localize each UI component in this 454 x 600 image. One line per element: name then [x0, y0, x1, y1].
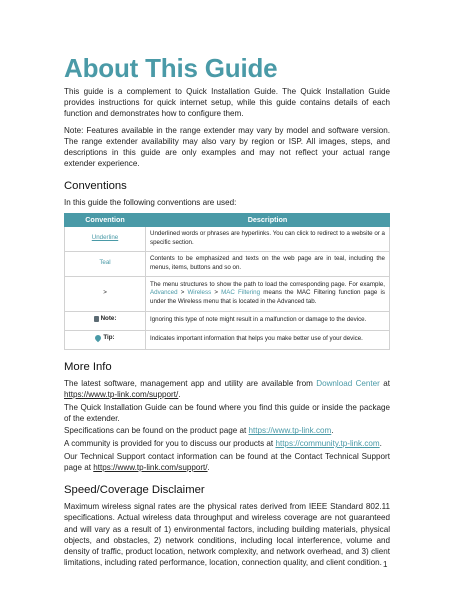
more-info-paragraph: [64, 451, 390, 473]
description-cell: Ignoring this type of note might result in a malfunction or damage to the device.: [146, 311, 390, 330]
disclaimer-heading: Speed/Coverage Disclaimer: [64, 484, 205, 497]
underline-sample: Underline: [91, 234, 119, 242]
convention-cell: [65, 330, 146, 349]
more-info-section: [64, 360, 390, 474]
text: Specifications can be found on the product page at: [64, 426, 249, 436]
path-mac-filtering: MAC Filtering: [221, 289, 261, 297]
conventions-intro: In this guide the following conventions are used:: [64, 198, 237, 208]
text: Our Technical Support contact information can be found at the Contact Technical Support page at: [64, 451, 390, 473]
description-cell: [146, 276, 390, 311]
tip-badge: [95, 334, 114, 343]
convention-cell: [65, 226, 146, 251]
tip-icon: [94, 334, 102, 342]
teal-sample: Teal: [99, 259, 111, 267]
page-content: [64, 52, 390, 568]
description-cell: Indicates important information that helps you make better use of your device.: [146, 330, 390, 349]
path-description-post: means the MAC Filtering function page is under the Wireless menu that is located in the Advanced tab.: [150, 289, 385, 305]
text: at: [379, 378, 390, 388]
support-url-link[interactable]: https://www.tp-link.com/support/: [64, 389, 179, 399]
text: .: [178, 389, 181, 399]
note-label: Note:: [100, 315, 117, 323]
convention-cell: >: [65, 276, 146, 311]
text: The latest software, management app and utility are available from: [64, 378, 317, 388]
page-number: 1: [383, 560, 388, 569]
description-cell: Underlined words or phrases are hyperlinks. You can click to redirect to a website or a specific section.: [146, 226, 390, 251]
path-wireless: Wireless: [187, 289, 212, 297]
conventions-table: [64, 213, 390, 350]
more-info-paragraph: [64, 425, 390, 436]
table-row: [65, 226, 390, 251]
conventions-heading: Conventions: [64, 180, 127, 193]
tip-label: Tip:: [103, 334, 115, 342]
more-info-paragraph: The Quick Installation Guide can be found where you find this guide or inside the package of the extender.: [64, 402, 390, 423]
intro-paragraph: This guide is a complement to Quick Installation Guide. The Quick Installation Guide provides instructions for quick internet setup, while this guide contains details of each function and demonstrates how to configure them.: [64, 87, 390, 119]
download-center-link[interactable]: Download Center: [316, 378, 380, 388]
convention-cell: [65, 311, 146, 330]
table-row: [65, 251, 390, 276]
path-separator: >: [211, 289, 222, 297]
text: .: [331, 426, 334, 436]
more-info-paragraph: [64, 378, 390, 400]
note-badge: [94, 315, 117, 324]
column-header-convention: Convention: [65, 213, 146, 226]
table-row: [65, 276, 390, 311]
text: .: [379, 439, 382, 449]
community-link[interactable]: https://community.tp-link.com: [275, 439, 380, 449]
disclaimer-paragraph: Maximum wireless signal rates are the physical rates derived from IEEE Standard 802.11 specifications. Actual wireless data throughput and wireless coverage are not guaranteed and will vary as a result of 1) environmental factors, including building materials, physical objects, and obstacles, 2) network conditions, including local interference, volume and density of traffic, product location, network complexity, and network overhead, and 3) client limitations, including rated performance, location, connection quality, and client condition.: [64, 502, 390, 568]
text: .: [207, 463, 210, 473]
table-row: [65, 311, 390, 330]
table-row: [65, 330, 390, 349]
technical-support-link[interactable]: https://www.tp-link.com/support/: [93, 463, 208, 473]
table-header-row: [65, 213, 390, 226]
note-paragraph: Note: Features available in the range extender may vary by model and software version. The range extender availability may also vary by region or ISP. All images, steps, and descriptions in this guide are only examples and may not reflect your actual range extender experience.: [64, 125, 390, 169]
convention-cell: [65, 251, 146, 276]
path-separator: >: [177, 289, 188, 297]
more-info-heading: More Info: [64, 360, 112, 373]
description-cell: Contents to be emphasized and texts on the web page are in teal, including the menus, items, buttons and so on.: [146, 251, 390, 276]
more-info-paragraph: [64, 438, 390, 449]
path-description-pre: The menu structures to show the path to load the corresponding page. For example,: [150, 280, 385, 288]
text: A community is provided for you to discuss our products at: [64, 439, 276, 449]
column-header-description: Description: [146, 213, 390, 226]
path-advanced: Advanced: [150, 289, 178, 297]
page-title: About This Guide: [64, 53, 278, 83]
product-page-link[interactable]: https://www.tp-link.com: [248, 426, 332, 436]
note-icon: [94, 316, 99, 322]
